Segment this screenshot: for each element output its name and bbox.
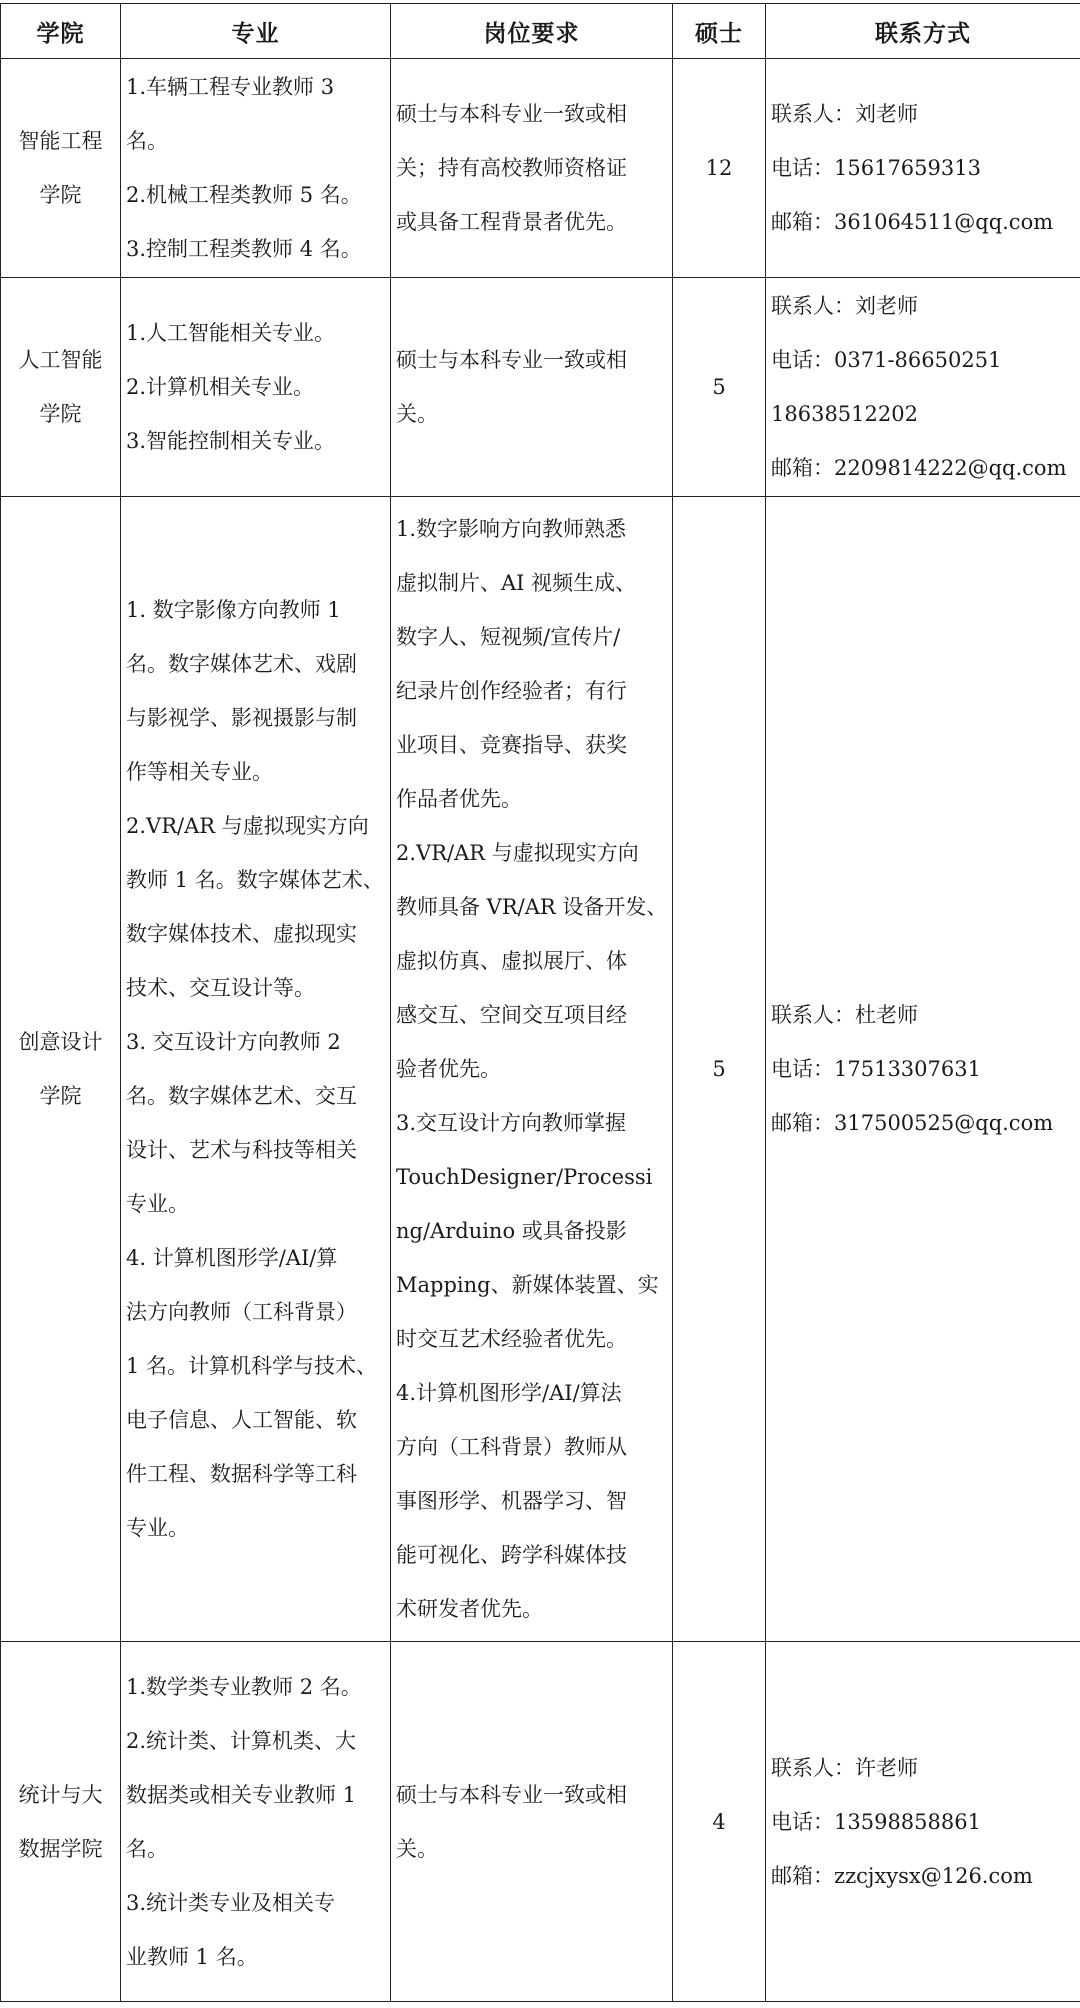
- cell-text-line: 事图形学、机器学习、智: [396, 1489, 627, 1513]
- cell-text-line: 4.计算机图形学/AI/算法: [396, 1381, 622, 1405]
- cell-text-line: 虚拟仿真、虚拟展厅、体: [396, 949, 627, 973]
- cell-text-line: 4. 计算机图形学/AI/算: [126, 1246, 338, 1270]
- cell-text-line: 邮箱：2209814222@qq.com: [771, 456, 1067, 480]
- cell-contact: [766, 1642, 1080, 2002]
- cell-text-line: 3. 交互设计方向教师 2: [126, 1030, 341, 1054]
- cell-text-line: ng/Arduino 或具备投影: [396, 1219, 627, 1243]
- cell-text-line: 关；持有高校教师资格证: [396, 156, 627, 180]
- table-row: [1, 278, 1080, 497]
- cell-text-line: 虚拟制片、AI 视频生成、: [396, 571, 637, 595]
- cell-text-line: 电话：17513307631: [771, 1057, 981, 1081]
- cell-text-line: 方向（工科背景）教师从: [396, 1435, 627, 1459]
- recruitment-table-container: [0, 3, 1080, 2002]
- cell-text-line: 名。: [126, 1836, 168, 1861]
- cell-text-line: 电子信息、人工智能、软: [126, 1408, 357, 1432]
- cell-contact: [766, 278, 1080, 497]
- header-master: 硕士: [673, 4, 766, 59]
- cell-major: [121, 1642, 391, 2002]
- cell-major: [121, 497, 391, 1642]
- cell-major: [121, 59, 391, 278]
- cell-text-line: TouchDesigner/Processi: [396, 1165, 653, 1189]
- cell-text-line: 或具备工程背景者优先。: [396, 210, 627, 234]
- header-contact: 联系方式: [766, 4, 1080, 59]
- cell-text-line: 硕士与本科专业一致或相: [396, 348, 627, 372]
- cell-text-line: 时交互艺术经验者优先。: [396, 1327, 627, 1351]
- cell-text-line: 18638512202: [771, 402, 918, 426]
- table-row: [1, 1642, 1080, 2002]
- cell-text-line: 1.人工智能相关专业。: [126, 321, 336, 345]
- cell-text-line: 验者优先。: [396, 1057, 501, 1081]
- cell-college: [1, 497, 121, 1642]
- cell-text-line: 3.控制工程类教师 4 名。: [126, 237, 362, 261]
- cell-text-line: 数据学院: [18, 1836, 103, 1861]
- cell-text-line: 联系人：杜老师: [771, 1003, 918, 1027]
- cell-text-line: 1 名。计算机科学与技术、: [126, 1354, 378, 1378]
- header-major: 专业: [121, 4, 391, 59]
- cell-text-line: 统计与大: [18, 1782, 103, 1807]
- cell-text-line: 技术、交互设计等。: [126, 976, 315, 1000]
- cell-text-line: 电话：0371-86650251: [771, 348, 1002, 372]
- cell-text-line: 联系人：刘老师: [771, 294, 918, 318]
- cell-college: [1, 278, 121, 497]
- recruitment-table: [0, 3, 1080, 2002]
- header-requirement: 岗位要求: [391, 4, 673, 59]
- cell-text-line: 业项目、竞赛指导、获奖: [396, 733, 627, 757]
- cell-text-line: 设计、艺术与科技等相关: [126, 1138, 357, 1162]
- cell-major: [121, 278, 391, 497]
- cell-text-line: 学院: [39, 183, 82, 207]
- cell-text-line: 作品者优先。: [396, 787, 522, 811]
- cell-master-count: 4: [673, 1642, 766, 2002]
- cell-requirement: [391, 278, 673, 497]
- cell-text-line: 邮箱：317500525@qq.com: [771, 1111, 1054, 1135]
- cell-text-line: 邮箱：zzcjxysx@126.com: [771, 1863, 1033, 1888]
- cell-college: [1, 1642, 121, 2002]
- cell-text-line: 联系人：许老师: [771, 1755, 918, 1780]
- cell-text-line: 人工智能: [18, 348, 103, 372]
- cell-text-line: 名。数字媒体艺术、交互: [126, 1084, 357, 1108]
- cell-text-line: 联系人：刘老师: [771, 102, 918, 126]
- cell-requirement: [391, 1642, 673, 2002]
- cell-college: [1, 59, 121, 278]
- cell-text-line: 与影视学、影视摄影与制: [126, 706, 357, 730]
- cell-text-line: 1.车辆工程专业教师 3: [126, 75, 335, 99]
- cell-text-line: 术研发者优先。: [396, 1597, 543, 1621]
- cell-text-line: 1.数字影响方向教师熟悉: [396, 517, 627, 541]
- cell-text-line: 纪录片创作经验者；有行: [396, 679, 627, 703]
- table-row: [1, 497, 1080, 1642]
- cell-text-line: 数据类或相关专业教师 1: [126, 1782, 357, 1807]
- cell-text-line: 感交互、空间交互项目经: [396, 1003, 627, 1027]
- cell-contact: [766, 59, 1080, 278]
- cell-requirement: [391, 497, 673, 1642]
- cell-text-line: 硕士与本科专业一致或相: [396, 1782, 627, 1807]
- cell-text-line: 法方向教师（工科背景）: [126, 1300, 357, 1324]
- cell-text-line: 专业。: [126, 1192, 189, 1216]
- cell-text-line: 数字人、短视频/宣传片/: [396, 625, 621, 649]
- header-college: 学院: [1, 4, 121, 59]
- cell-text-line: 学院: [39, 1084, 82, 1108]
- cell-text-line: 3.交互设计方向教师掌握: [396, 1111, 627, 1135]
- cell-text-line: 2.VR/AR 与虚拟现实方向: [396, 841, 639, 865]
- cell-text-line: 电话：15617659313: [771, 156, 981, 180]
- cell-text-line: 能可视化、跨学科媒体技: [396, 1543, 627, 1567]
- cell-text-line: 邮箱：361064511@qq.com: [771, 210, 1054, 234]
- cell-master-count: 12: [673, 59, 766, 278]
- cell-text-line: Mapping、新媒体装置、实: [396, 1273, 659, 1297]
- cell-text-line: 名。数字媒体艺术、戏剧: [126, 652, 357, 676]
- cell-text-line: 教师具备 VR/AR 设备开发、: [396, 895, 668, 919]
- cell-text-line: 关。: [396, 402, 438, 426]
- cell-text-line: 学院: [39, 402, 82, 426]
- cell-text-line: 硕士与本科专业一致或相: [396, 102, 627, 126]
- cell-text-line: 3.统计类专业及相关专: [126, 1890, 336, 1915]
- header-row: [1, 4, 1080, 59]
- table-row: [1, 59, 1080, 278]
- cell-text-line: 2.VR/AR 与虚拟现实方向: [126, 814, 369, 838]
- cell-text-line: 作等相关专业。: [126, 760, 273, 784]
- cell-text-line: 名。: [126, 129, 168, 153]
- cell-text-line: 2.统计类、计算机类、大: [126, 1728, 357, 1753]
- cell-text-line: 1. 数字影像方向教师 1: [126, 598, 341, 622]
- cell-master-count: 5: [673, 497, 766, 1642]
- cell-master-count: 5: [673, 278, 766, 497]
- cell-text-line: 专业。: [126, 1516, 189, 1540]
- cell-contact: [766, 497, 1080, 1642]
- cell-text-line: 创意设计: [18, 1030, 103, 1054]
- cell-text-line: 智能工程: [18, 129, 103, 153]
- cell-text-line: 业教师 1 名。: [126, 1944, 258, 1969]
- cell-text-line: 教师 1 名。数字媒体艺术、: [126, 868, 384, 892]
- cell-text-line: 数字媒体技术、虚拟现实: [126, 922, 357, 946]
- cell-text-line: 关。: [396, 1836, 438, 1861]
- cell-text-line: 1.数学类专业教师 2 名。: [126, 1674, 362, 1699]
- cell-text-line: 2.机械工程类教师 5 名。: [126, 183, 362, 207]
- cell-text-line: 件工程、数据科学等工科: [126, 1462, 357, 1486]
- cell-text-line: 电话：13598858861: [771, 1809, 981, 1834]
- cell-text-line: 3.智能控制相关专业。: [126, 429, 336, 453]
- cell-text-line: 2.计算机相关专业。: [126, 375, 315, 399]
- cell-requirement: [391, 59, 673, 278]
